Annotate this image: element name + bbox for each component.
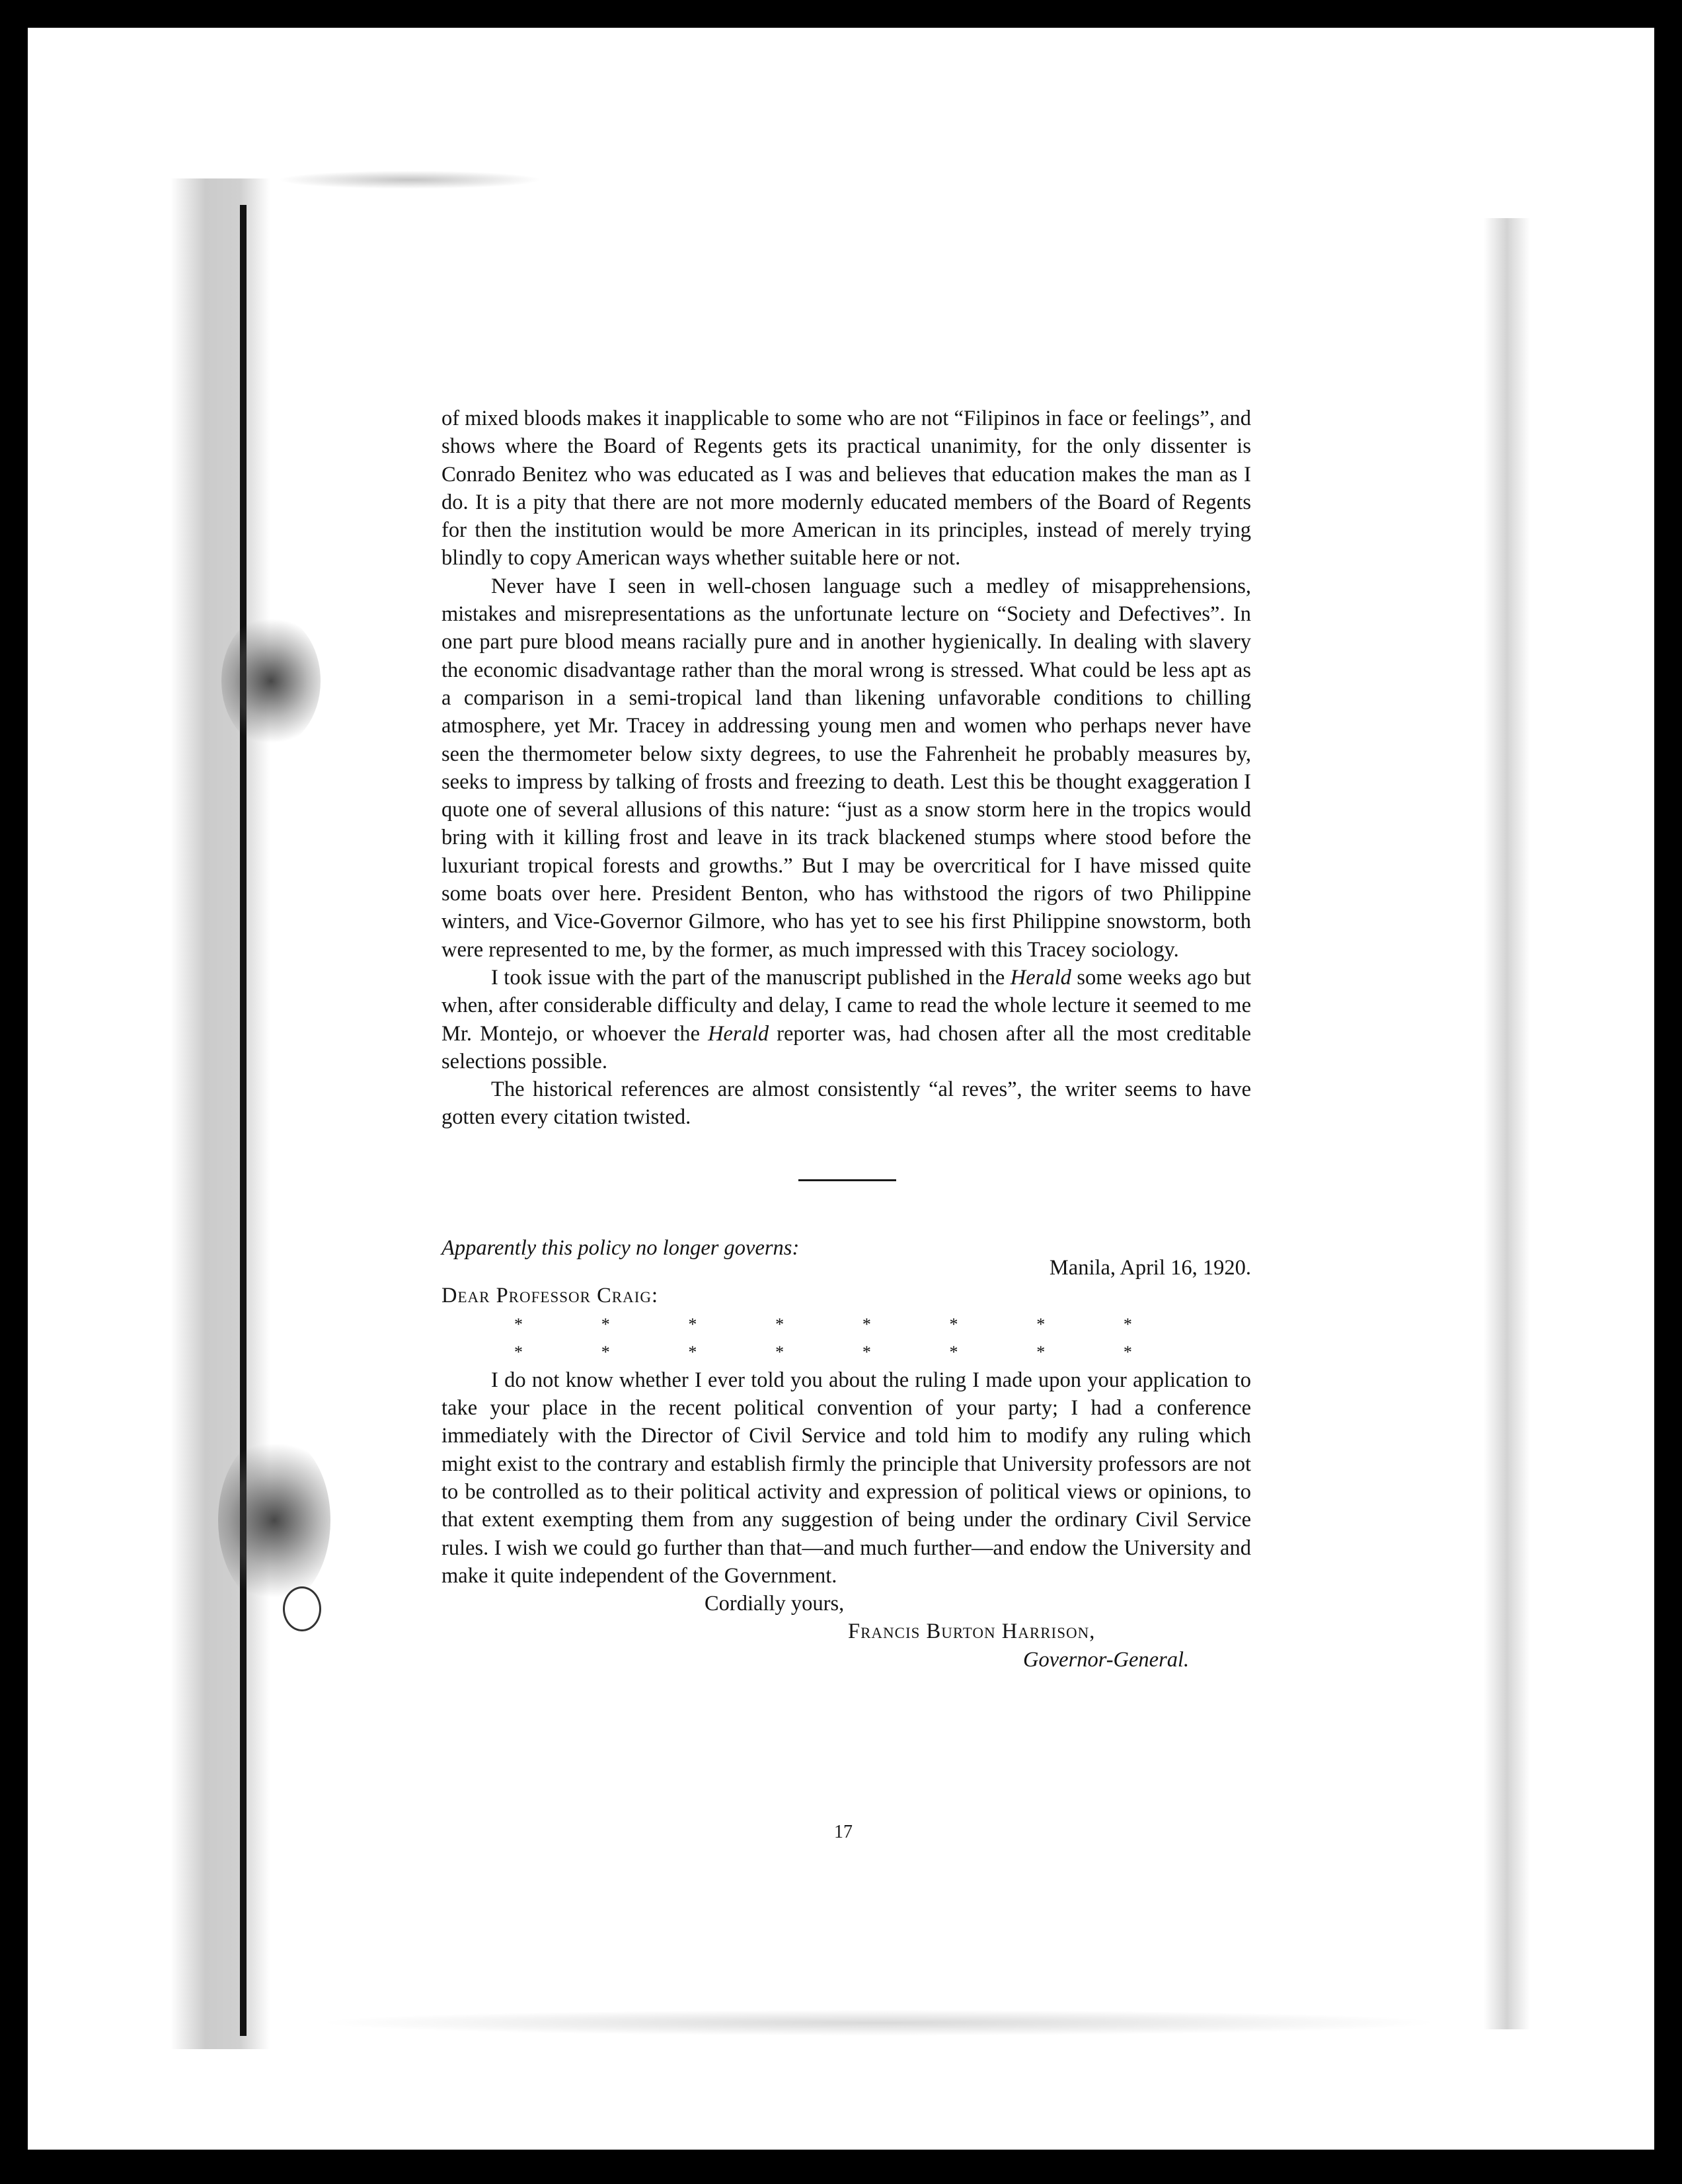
letter-dateline: Manila, April 16, 1920.	[1049, 1255, 1251, 1280]
ellipsis-star: *	[688, 1342, 697, 1362]
ellipsis-star: *	[1036, 1342, 1046, 1362]
ellipsis-star: *	[862, 1314, 871, 1334]
paragraph-misapprehensions: Never have I seen in well-chosen language such a medley of misapprehensions, mistakes and misrepresentations as the unfortunate lecture on “Society and Defectives”. In one part pure blood means racially pure and in another hygienically. In dealing with slavery the economic disadvantage rather than the moral wrong is stressed. What could be less apt as a comparison in a semi-tropical land than likening unfavorable conditions to chilling atmosphere, yet Mr. Tracey in addressing young men and women who perhaps never have seen the thermometer below sixty degrees, to use the Fahrenheit he probably measures by, seeks to impress by talking of frosts and freezing to death. Lest this be thought exaggeration I quote one of several allusions of this nature: “just as a snow storm here in the tropics would bring with it killing frost and leave in its track blackened stumps where stood before the luxuriant tropical forests and growths.” But I may be overcritical for I have missed quite some boats over here. President Benton, who has withstood the rigors of two Philippine winters, and Vice-Governor Gilmore, who has yet to see his first Philippine snowstorm, both were represented to me, by the former, as much impressed with this Tracey sociology.	[441, 574, 1251, 962]
ellipsis-star: *	[949, 1342, 958, 1362]
ellipsis-star: *	[688, 1314, 697, 1334]
section-separator	[798, 1179, 896, 1181]
ellipsis-star: *	[949, 1314, 958, 1334]
letter-body: I do not know whether I ever told you about the ruling I made upon your application to take your place in the recent political convention of your party; I had a conference immediately with the Director of Civil Service and told him to modify any ruling which might exist to the contrary and establish firmly the principle that University professors are not to be controlled as to their political activity and expression of political views or opinions, to that extent exempting them from any suggestion of being under the ordinary Civil Service rules. I wish we could go further than that—and much further—and endow the University and make it quite independent of the Government.	[441, 1368, 1251, 1588]
ellipsis-star: *	[514, 1314, 523, 1334]
page-number: 17	[834, 1822, 853, 1842]
heart-shaped-mark	[283, 1586, 321, 1631]
ellipsis-star: *	[775, 1342, 784, 1362]
ellipsis-star: *	[862, 1342, 871, 1362]
herald-text-1: I took issue with the part of the manuscript published in the	[491, 965, 1011, 990]
right-edge-shadow	[1484, 218, 1530, 2029]
ellipsis-star: *	[601, 1342, 610, 1362]
herald-title-1: Herald	[1010, 965, 1071, 990]
ellipsis-star: *	[601, 1314, 610, 1334]
binding-shadow	[171, 178, 270, 2049]
paragraph-herald	[441, 964, 1251, 1075]
letter-closing: Cordially yours,	[705, 1592, 845, 1616]
ellipsis-row-2	[514, 1339, 1132, 1366]
ellipsis-row-1	[514, 1311, 1132, 1339]
paragraph-mixed-bloods: of mixed bloods makes it inapplicable to some who are not “Filipinos in face or feelings”, and shows where the Board of Regents gets its practical unanimity, for the only dissenter is Conrado Benitez who was educated as I was and believes that education makes the man as I do. It is a pity that there are not more modernly educated members of the Board of Regents for then the institution would be more American in its principles, instead of merely trying blindly to copy American ways whether suitable here or not.	[441, 407, 1251, 570]
top-smudge	[278, 171, 542, 189]
paragraph-historical-references: The historical references are almost consistently “al reves”, the writer seems to have gotten every citation twisted.	[441, 1077, 1251, 1130]
ink-stain-upper	[221, 615, 321, 747]
herald-text-3: reporter was, had chosen after all the most creditable selections possible.	[441, 1021, 1251, 1073]
ink-stain-lower	[218, 1434, 330, 1606]
binding-edge-line	[240, 205, 247, 2036]
letter-signer-title: Governor-General.	[1023, 1647, 1190, 1672]
herald-text-2: some weeks ago but when, after considerable difficulty and delay, I came to read the whole lecture it seemed to me Mr. Montejo, or whoever the	[441, 965, 1252, 1046]
ellipsis-star: *	[1036, 1314, 1046, 1334]
page-text	[441, 405, 1251, 1674]
bottom-smudge	[317, 2009, 1441, 2036]
letter-salutation: Dear Professor Craig:	[441, 1283, 659, 1307]
ellipsis-star: *	[514, 1342, 523, 1362]
letter-signer: Francis Burton Harrison,	[848, 1619, 1096, 1644]
ellipsis-star: *	[775, 1314, 784, 1334]
herald-title-2: Herald	[708, 1021, 769, 1046]
letter-intro: Apparently this policy no longer governs:	[441, 1235, 800, 1260]
ellipsis-star: *	[1123, 1342, 1132, 1362]
ellipsis-star: *	[1123, 1314, 1132, 1334]
